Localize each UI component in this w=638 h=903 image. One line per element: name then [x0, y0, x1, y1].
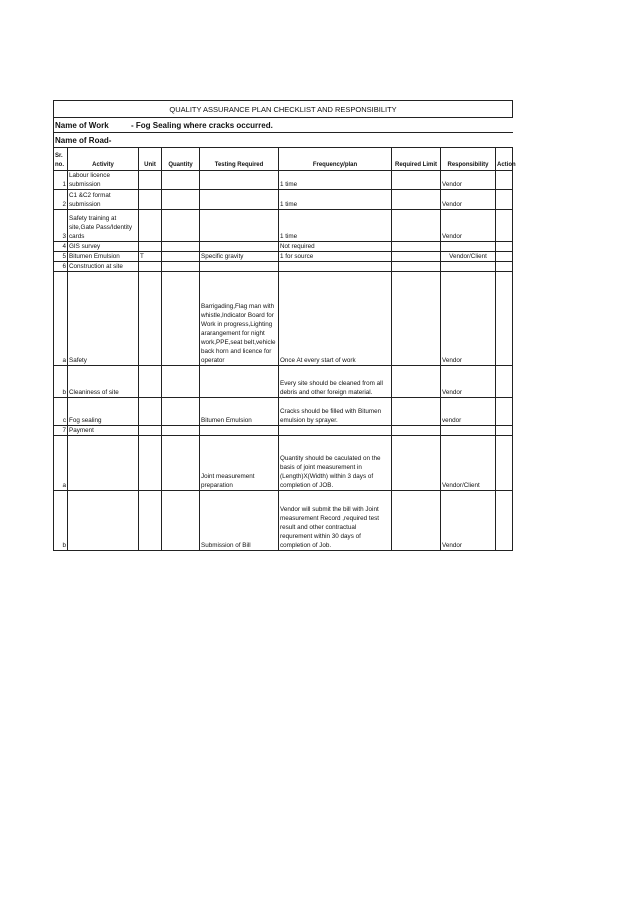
cell-sr: 3 [54, 210, 68, 242]
cell-unit [139, 210, 162, 242]
cell-limit [392, 262, 441, 272]
cell-action [496, 272, 513, 366]
cell-frequency: Not required [279, 242, 392, 252]
cell-sr: 4 [54, 242, 68, 252]
table-row [54, 491, 513, 551]
cell-responsibility: Vendor [441, 491, 496, 551]
cell-quantity [162, 398, 200, 426]
cell-unit [139, 366, 162, 398]
cell-unit [139, 262, 162, 272]
cell-sr: 7 [54, 426, 68, 436]
cell-activity: GIS survey [68, 242, 139, 252]
cell-sr: 6 [54, 262, 68, 272]
cell-action [496, 210, 513, 242]
header-sr: Sr. no. [54, 148, 68, 171]
cell-testing [200, 190, 279, 210]
table-row [54, 171, 513, 190]
table-row [54, 242, 513, 252]
cell-limit [392, 366, 441, 398]
cell-unit [139, 398, 162, 426]
cell-sr: 2 [54, 190, 68, 210]
qa-checklist-table [53, 100, 516, 551]
cell-limit [392, 252, 441, 262]
cell-testing: Barrigading,Flag man with whistle,Indicator Board for Work in progress,Lighting ararangement for night work,PPE,seat belt,vehicle back horn and licence for operator [200, 272, 279, 366]
cell-action [496, 436, 513, 491]
table-row [54, 210, 513, 242]
cell-quantity [162, 210, 200, 242]
name-of-work: Name of Work - Fog Sealing where cracks occurred. [54, 118, 513, 133]
cell-testing [200, 426, 279, 436]
header-responsibility: Responsibility [441, 148, 496, 171]
table-row [54, 190, 513, 210]
cell-limit [392, 398, 441, 426]
cell-testing [200, 366, 279, 398]
cell-frequency [279, 262, 392, 272]
header-action: Action [496, 148, 513, 171]
cell-frequency: Vendor will submit the bill with Joint measurement Record ,required test result and other contractual requrement within 30 days of completion of Job. [279, 491, 392, 551]
cell-responsibility [441, 262, 496, 272]
header-limit: Required Limit [392, 148, 441, 171]
cell-limit [392, 171, 441, 190]
cell-activity [68, 491, 139, 551]
cell-action [496, 252, 513, 262]
header-testing: Testing Required [200, 148, 279, 171]
cell-limit [392, 436, 441, 491]
cell-frequency: Once At every start of work [279, 272, 392, 366]
cell-testing [200, 171, 279, 190]
cell-quantity [162, 262, 200, 272]
header-unit: Unit [139, 148, 162, 171]
cell-quantity [162, 272, 200, 366]
cell-sr: a [54, 272, 68, 366]
cell-activity: Safety [68, 272, 139, 366]
cell-limit [392, 242, 441, 252]
cell-testing [200, 210, 279, 242]
table-row [54, 398, 513, 426]
cell-activity: Payment [68, 426, 139, 436]
cell-action [496, 171, 513, 190]
table-row [54, 436, 513, 491]
cell-activity [68, 436, 139, 491]
table-row [54, 262, 513, 272]
cell-action [496, 398, 513, 426]
cell-sr: b [54, 491, 68, 551]
cell-action [496, 190, 513, 210]
cell-action [496, 242, 513, 252]
cell-unit [139, 190, 162, 210]
cell-unit [139, 171, 162, 190]
cell-activity: Bitumen Emulsion [68, 252, 139, 262]
cell-testing: Submission of Bill [200, 491, 279, 551]
cell-frequency: Cracks should be filled with Bitumen emulsion by sprayer. [279, 398, 392, 426]
cell-sr: a [54, 436, 68, 491]
cell-quantity [162, 436, 200, 491]
cell-action [496, 262, 513, 272]
cell-activity: Safety training at site,Gate Pass/Identity cards [68, 210, 139, 242]
name-of-road: Name of Road- [54, 133, 513, 148]
cell-limit [392, 190, 441, 210]
cell-quantity [162, 242, 200, 252]
cell-frequency: Quantity should be caculated on the basis of joint measurement in (Length)X(Width) within 3 days of completion of JOB. [279, 436, 392, 491]
cell-responsibility: vendor [441, 398, 496, 426]
cell-unit [139, 491, 162, 551]
cell-limit [392, 210, 441, 242]
header-frequency: Frequency/plan [279, 148, 392, 171]
cell-sr: b [54, 366, 68, 398]
cell-testing [200, 242, 279, 252]
cell-frequency: 1 time [279, 210, 392, 242]
cell-limit [392, 272, 441, 366]
cell-responsibility [441, 242, 496, 252]
cell-frequency: 1 for source [279, 252, 392, 262]
cell-responsibility: Vendor/Client [441, 252, 496, 262]
cell-action [496, 366, 513, 398]
cell-unit [139, 426, 162, 436]
header-row [54, 148, 513, 171]
cell-quantity [162, 252, 200, 262]
cell-unit: T [139, 252, 162, 262]
cell-quantity [162, 190, 200, 210]
cell-activity: Construction at site [68, 262, 139, 272]
cell-quantity [162, 426, 200, 436]
cell-frequency: Every site should be cleaned from all debris and other foreign material. [279, 366, 392, 398]
cell-activity: Fog sealing [68, 398, 139, 426]
table-row [54, 252, 513, 262]
table-row [54, 426, 513, 436]
cell-activity: C1 &C2 format submission [68, 190, 139, 210]
header-quantity: Quantity [162, 148, 200, 171]
cell-sr: 5 [54, 252, 68, 262]
cell-frequency: 1 time [279, 171, 392, 190]
cell-responsibility: Vendor [441, 171, 496, 190]
cell-testing: Joint measurement preparation [200, 436, 279, 491]
header-activity: Activity [68, 148, 139, 171]
cell-unit [139, 272, 162, 366]
cell-quantity [162, 366, 200, 398]
cell-activity: Labour licence submission [68, 171, 139, 190]
table-title: QUALITY ASSURANCE PLAN CHECKLIST AND RESPONSIBILITY [54, 101, 513, 118]
cell-responsibility: Vendor [441, 366, 496, 398]
cell-frequency [279, 426, 392, 436]
cell-limit [392, 491, 441, 551]
cell-unit [139, 436, 162, 491]
cell-action [496, 491, 513, 551]
cell-frequency: 1 time [279, 190, 392, 210]
cell-quantity [162, 171, 200, 190]
cell-sr: c [54, 398, 68, 426]
cell-limit [392, 426, 441, 436]
cell-responsibility [441, 426, 496, 436]
cell-testing: Specific gravity [200, 252, 279, 262]
cell-action [496, 426, 513, 436]
cell-testing [200, 262, 279, 272]
cell-responsibility: Vendor [441, 210, 496, 242]
cell-sr: 1 [54, 171, 68, 190]
cell-activity: Cleaniness of site [68, 366, 139, 398]
cell-unit [139, 242, 162, 252]
cell-testing: Bitumen Emulsion [200, 398, 279, 426]
table-row [54, 272, 513, 366]
cell-quantity [162, 491, 200, 551]
cell-responsibility: Vendor [441, 190, 496, 210]
table-row [54, 366, 513, 398]
cell-responsibility: Vendor/Client [441, 436, 496, 491]
cell-responsibility: Vendor [441, 272, 496, 366]
